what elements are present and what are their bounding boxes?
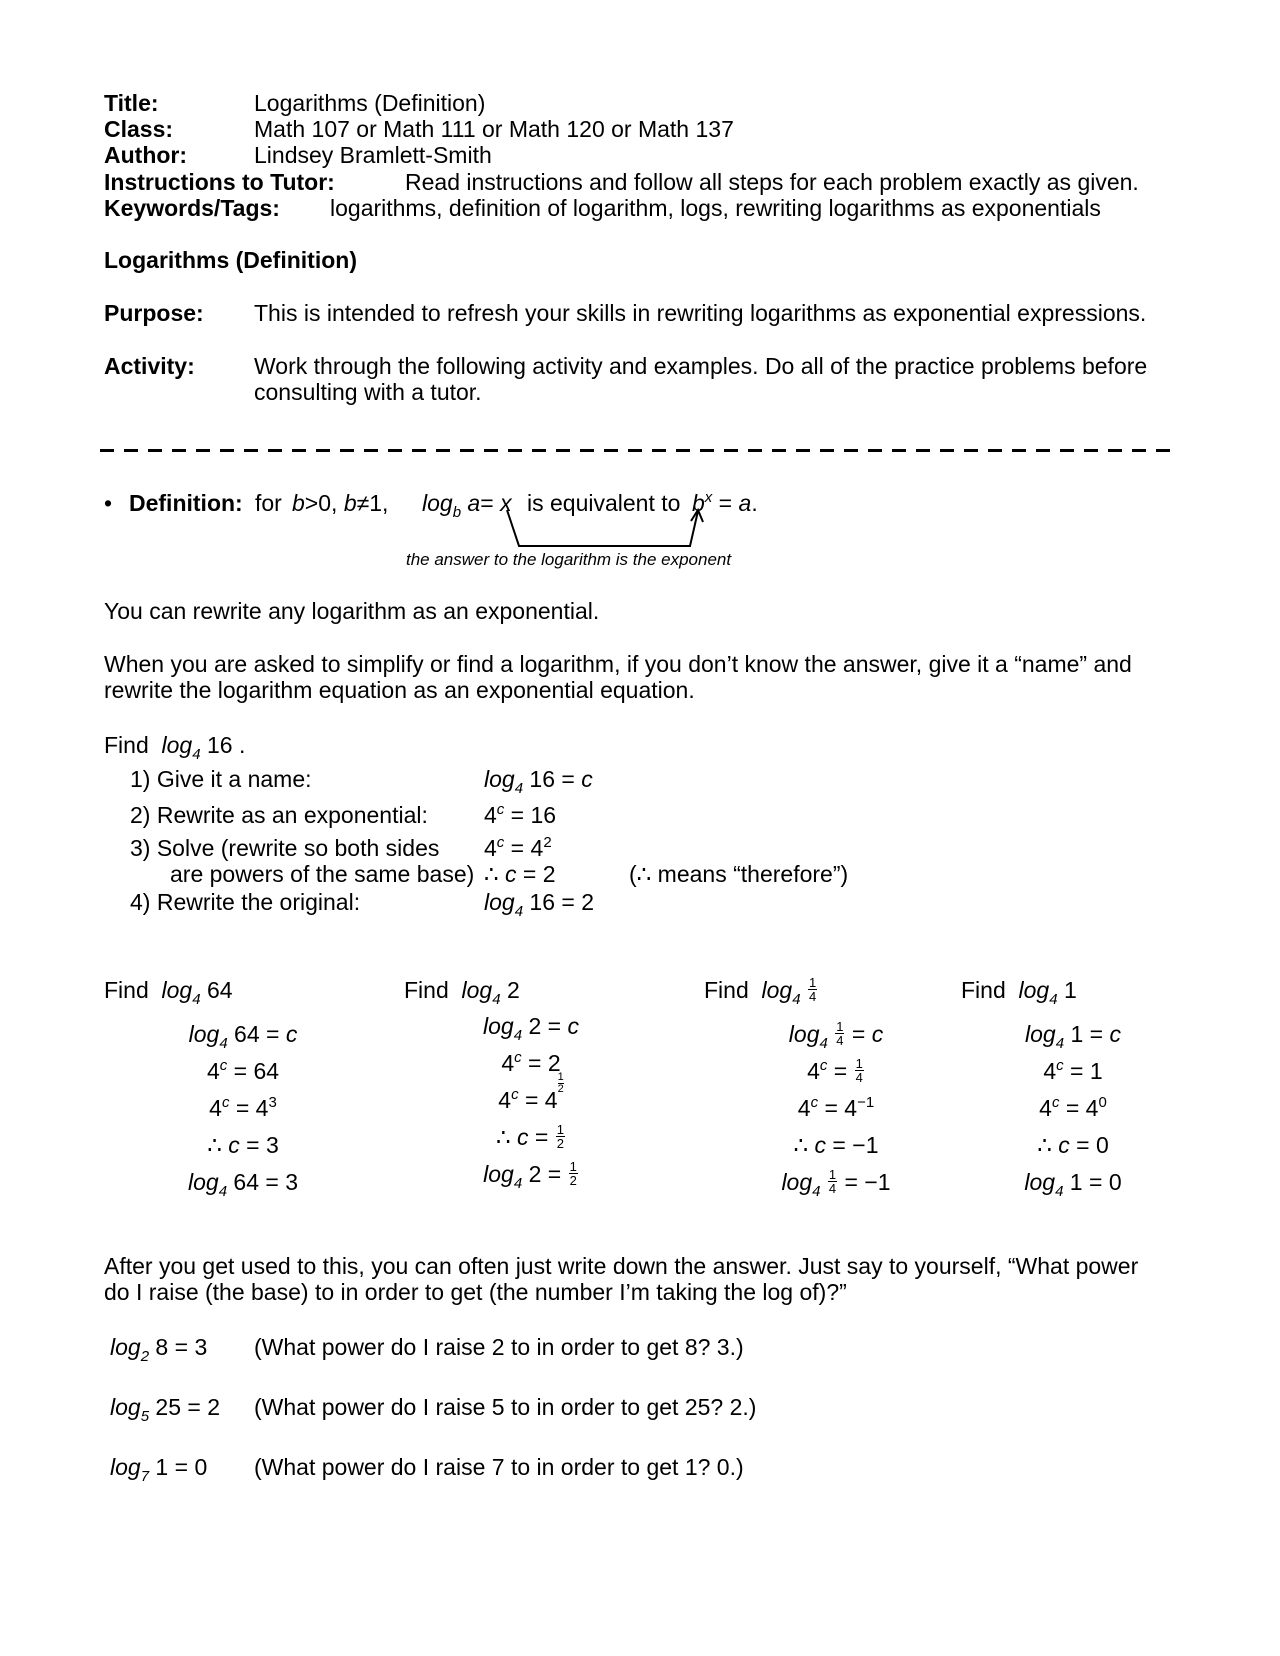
definition-annotation: the answer to the logarithm is the exponent	[406, 550, 732, 569]
activity-text-line1: Work through the following activity and examples. Do all of the practice problems before	[254, 353, 1148, 379]
step-4: 4) Rewrite the original:	[130, 889, 361, 915]
paragraph-rewrite: You can rewrite any logarithm as an exponential.	[104, 598, 600, 624]
quick-1-text: (What power do I raise 2 to in order to get 8? 3.)	[254, 1334, 744, 1360]
after-line2: do I raise (the base) to in order to get (the number I’m taking the log of)?”	[104, 1279, 847, 1305]
author-value: Lindsey Bramlett-Smith	[254, 142, 492, 168]
class-value: Math 107 or Math 111 or Math 120 or Math 137	[254, 116, 734, 142]
example-1-steps: $\log_4 64 = c$ $4^c = 64$ $4^c = 4^3$ ∴ c = 3 $\log_4 64 = 3$	[187, 1021, 299, 1200]
example-4-steps: $\log_4 1 = c$ $4^c = 1$ $4^c = 4^0$ ∴ c = 0 $\log_4 1 = 0$	[1024, 1021, 1122, 1200]
quick-1-math: $\log_2 8 = 3$	[110, 1334, 208, 1365]
step-1-math: $\log_4 16 = c$	[484, 766, 593, 797]
worked-example-title: Find $\log_4 16$ .	[104, 732, 246, 763]
author-label: Author:	[104, 142, 188, 168]
step-2: 2) Rewrite as an exponential:	[130, 802, 428, 828]
activity-label: Activity:	[104, 353, 195, 379]
instructions-label: Instructions to Tutor:	[104, 169, 335, 195]
quick-2-text: (What power do I raise 5 to in order to get 25? 2.)	[254, 1394, 757, 1420]
after-line1: After you get used to this, you can often just write down the answer. Just say to yourself, “What power	[104, 1253, 1139, 1279]
example-2-find: Find	[404, 977, 449, 1003]
example-4-find: Find	[961, 977, 1006, 1003]
definition-log-equation: $\log_b a= x$	[422, 490, 512, 521]
activity-text-line2: consulting with a tutor.	[254, 379, 482, 405]
step-2-math: $4^c = 16$	[484, 801, 557, 828]
step-4-math: $\log_4 16 = 2$	[484, 889, 595, 920]
instructions-value: Read instructions and follow all steps for each problem exactly as given.	[405, 169, 1139, 195]
quick-3-math: $\log_7 1 = 0$	[110, 1454, 208, 1485]
definition-for: for	[255, 490, 282, 516]
quick-3-text: (What power do I raise 7 to in order to get 1? 0.)	[254, 1454, 744, 1480]
step-3: 3) Solve (rewrite so both sides	[130, 835, 440, 861]
step-3-cont: are powers of the same base)	[170, 861, 475, 887]
example-1-title: Find $\log_4 64$	[104, 977, 233, 1008]
definition-arrow	[495, 505, 715, 550]
find-label: Find	[104, 732, 149, 758]
purpose-label: Purpose:	[104, 300, 204, 326]
example-3-title: Find $\log_4$ $\frac{1}{4}$	[704, 975, 817, 1008]
title-label: Title:	[104, 90, 159, 116]
example-4-title: Find $\log_4 1$	[961, 977, 1077, 1008]
example-3-steps: $\log_4$ $\frac{1}{4}$ = c $4^c$ = $\frac{1}{4}$ $4^c = 4^{-1}$ ∴ c = −1 $\log_4$ $\frac{1}{4}$ = −1	[781, 1019, 891, 1200]
purpose-text: This is intended to refresh your skills in rewriting logarithms as exponential expressions.	[254, 300, 1147, 326]
example-2-title: Find $\log_4 2$	[404, 977, 520, 1008]
example-2-steps: $\log_4 2 = c$ $4^c = 2$ $4^c = 4$ $\frac{1}{2}$ ∴ c = $\frac{1}{2}$ $\log_4 2$ = $\frac{1}{2}$	[483, 1013, 579, 1192]
therefore-note: (∴ means “therefore”)	[629, 861, 849, 887]
paragraph-name-line2: rewrite the logarithm equation as an exponential equation.	[104, 677, 695, 703]
example-1-find: Find	[104, 977, 149, 1003]
title-value: Logarithms (Definition)	[254, 90, 486, 116]
section-heading: Logarithms (Definition)	[104, 247, 357, 273]
definition-bullet: •	[104, 490, 113, 516]
definition-label: Definition:	[129, 490, 243, 516]
step-3-math: $4^c = 4^2$	[484, 834, 552, 861]
class-label: Class:	[104, 116, 174, 142]
step-1: 1) Give it a name:	[130, 766, 312, 792]
paragraph-name-line1: When you are asked to simplify or find a logarithm, if you don’t know the answer, give it a “name” and	[104, 651, 1132, 677]
keywords-label: Keywords/Tags:	[104, 195, 280, 221]
dashed-divider	[100, 449, 1175, 452]
definition-conditions: b>0, b≠1,	[292, 490, 389, 516]
definition-equivalent: is equivalent to	[527, 490, 681, 516]
step-3-result: ∴ c = 2	[484, 861, 556, 887]
quick-2-math: $\log_5 25 = 2$	[110, 1394, 221, 1425]
definition-exp-equation: $b^x = a$.	[692, 489, 758, 516]
example-3-find: Find	[704, 977, 749, 1003]
keywords-value: logarithms, definition of logarithm, logs, rewriting logarithms as exponentials	[330, 195, 1101, 221]
